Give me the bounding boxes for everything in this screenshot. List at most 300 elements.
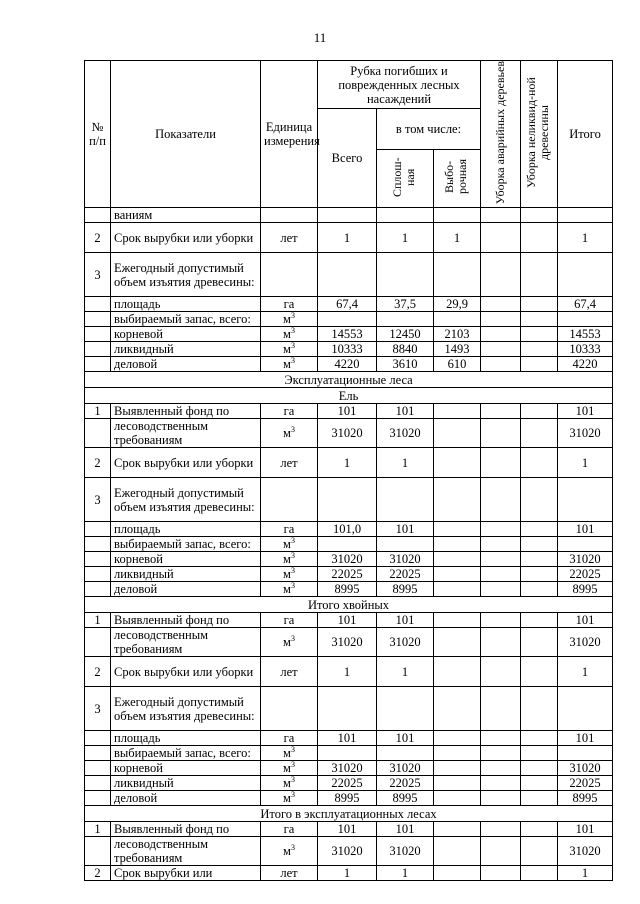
- row-value: [481, 404, 521, 419]
- table-row: [85, 357, 613, 372]
- row-label: Срок вырубки или уборки: [111, 448, 261, 478]
- row-value: [377, 253, 434, 297]
- row-label: деловой: [111, 582, 261, 597]
- row-value: 31020: [318, 837, 377, 866]
- row-value: 31020: [558, 837, 613, 866]
- row-value: 22025: [377, 567, 434, 582]
- row-num: 2: [85, 223, 111, 253]
- table-body: [85, 208, 613, 881]
- row-value: 1: [318, 223, 377, 253]
- row-value: 22025: [558, 567, 613, 582]
- row-num: [85, 746, 111, 761]
- row-value: [481, 776, 521, 791]
- table-row: [85, 746, 613, 761]
- row-value: [434, 567, 481, 582]
- row-value: [481, 628, 521, 657]
- table-row: [85, 761, 613, 776]
- row-value: 31020: [377, 552, 434, 567]
- row-label: Ежегодный допустимый объем изъятия древесины:: [111, 253, 261, 297]
- row-label: площадь: [111, 297, 261, 312]
- row-unit: га: [261, 613, 318, 628]
- row-num: [85, 312, 111, 327]
- row-label: ликвидный: [111, 567, 261, 582]
- row-value: [434, 478, 481, 522]
- row-unit: $м^3$: [261, 567, 318, 582]
- row-label: Ежегодный допустимый объем изъятия древесины:: [111, 687, 261, 731]
- table-row: [85, 448, 613, 478]
- row-value: [434, 208, 481, 223]
- section-title-row: [85, 372, 613, 388]
- row-value: [521, 731, 558, 746]
- row-value: 12450: [377, 327, 434, 342]
- header-indicators: Показатели: [111, 61, 261, 208]
- row-value: [521, 552, 558, 567]
- row-value: [434, 628, 481, 657]
- row-value: [481, 567, 521, 582]
- row-label: Выявленный фонд по: [111, 404, 261, 419]
- table-row: [85, 657, 613, 687]
- row-label: Выявленный фонд по: [111, 613, 261, 628]
- row-unit: [261, 478, 318, 522]
- row-value: [521, 404, 558, 419]
- row-value: [434, 687, 481, 731]
- row-value: [521, 253, 558, 297]
- table-row: [85, 208, 613, 223]
- row-value: 31020: [377, 761, 434, 776]
- logging-table: [84, 60, 613, 881]
- row-value: [434, 448, 481, 478]
- row-value: [434, 822, 481, 837]
- row-value: [521, 687, 558, 731]
- header-total-cut: Всего: [318, 109, 377, 208]
- row-value: 1: [377, 223, 434, 253]
- row-value: [481, 822, 521, 837]
- row-value: 1: [318, 866, 377, 881]
- row-value: 10333: [558, 342, 613, 357]
- row-num: [85, 297, 111, 312]
- row-unit: $м^3$: [261, 761, 318, 776]
- row-value: [521, 791, 558, 806]
- row-label: ликвидный: [111, 776, 261, 791]
- row-value: [377, 312, 434, 327]
- row-label: Срок вырубки или уборки: [111, 657, 261, 687]
- row-unit: лет: [261, 448, 318, 478]
- table-row: [85, 327, 613, 342]
- row-value: [558, 687, 613, 731]
- row-value: 101: [318, 731, 377, 746]
- row-unit: $м^3$: [261, 776, 318, 791]
- row-value: 101: [558, 613, 613, 628]
- row-value: [377, 537, 434, 552]
- row-value: 101: [318, 822, 377, 837]
- row-value: [434, 537, 481, 552]
- row-value: [481, 522, 521, 537]
- row-value: 1: [318, 657, 377, 687]
- row-label: лесоводственным требованиям: [111, 628, 261, 657]
- table-row: [85, 837, 613, 866]
- row-value: 22025: [318, 567, 377, 582]
- row-label: площадь: [111, 731, 261, 746]
- row-value: [521, 208, 558, 223]
- row-value: 610: [434, 357, 481, 372]
- row-value: 31020: [558, 628, 613, 657]
- row-value: 101: [318, 404, 377, 419]
- row-num: 1: [85, 822, 111, 837]
- row-value: [521, 822, 558, 837]
- row-value: 31020: [558, 761, 613, 776]
- row-value: [318, 687, 377, 731]
- row-value: [434, 582, 481, 597]
- row-unit: $м^3$: [261, 791, 318, 806]
- row-value: [318, 253, 377, 297]
- row-value: [521, 837, 558, 866]
- row-num: [85, 327, 111, 342]
- row-value: [481, 537, 521, 552]
- row-value: [481, 746, 521, 761]
- row-value: [434, 552, 481, 567]
- row-value: [521, 657, 558, 687]
- row-num: [85, 552, 111, 567]
- row-value: 14553: [318, 327, 377, 342]
- table-row: [85, 822, 613, 837]
- row-value: [558, 537, 613, 552]
- row-value: [434, 761, 481, 776]
- row-value: [558, 746, 613, 761]
- section-subtitle: Итого хвойных: [85, 597, 613, 613]
- row-num: [85, 761, 111, 776]
- row-value: [558, 208, 613, 223]
- row-label: ваниям: [111, 208, 261, 223]
- row-value: [481, 582, 521, 597]
- row-value: 8840: [377, 342, 434, 357]
- table-row: [85, 582, 613, 597]
- row-unit: га: [261, 822, 318, 837]
- row-value: [481, 448, 521, 478]
- table-row: [85, 404, 613, 419]
- row-label: деловой: [111, 791, 261, 806]
- row-value: 1: [558, 866, 613, 881]
- row-label: Ежегодный допустимый объем изъятия древесины:: [111, 478, 261, 522]
- row-value: [481, 687, 521, 731]
- row-value: [521, 342, 558, 357]
- row-value: [521, 613, 558, 628]
- row-value: [377, 208, 434, 223]
- row-value: [481, 253, 521, 297]
- row-value: [558, 253, 613, 297]
- section-subtitle-row: [85, 597, 613, 613]
- row-value: [434, 731, 481, 746]
- header-total: Итого: [558, 61, 613, 208]
- row-value: [434, 404, 481, 419]
- row-value: [521, 327, 558, 342]
- row-num: [85, 537, 111, 552]
- row-value: [521, 357, 558, 372]
- row-value: 31020: [318, 419, 377, 448]
- row-value: 2103: [434, 327, 481, 342]
- row-value: [521, 746, 558, 761]
- row-label: корневой: [111, 761, 261, 776]
- header-clear: Сплош-ная: [377, 150, 434, 208]
- row-value: 1: [558, 657, 613, 687]
- row-label: корневой: [111, 327, 261, 342]
- row-value: [521, 448, 558, 478]
- row-unit: $м^3$: [261, 419, 318, 448]
- row-value: 3610: [377, 357, 434, 372]
- row-num: [85, 582, 111, 597]
- table-row: [85, 628, 613, 657]
- header-num: № п/п: [85, 61, 111, 208]
- row-value: 8995: [558, 582, 613, 597]
- row-value: 1: [434, 223, 481, 253]
- row-value: [481, 223, 521, 253]
- row-unit: $м^3$: [261, 746, 318, 761]
- row-unit: $м^3$: [261, 342, 318, 357]
- row-label: Выявленный фонд по: [111, 822, 261, 837]
- row-value: [558, 478, 613, 522]
- table-row: [85, 731, 613, 746]
- row-num: 2: [85, 866, 111, 881]
- row-value: 4220: [558, 357, 613, 372]
- table-row: [85, 791, 613, 806]
- row-num: [85, 342, 111, 357]
- row-value: 101: [377, 731, 434, 746]
- row-value: 8995: [377, 791, 434, 806]
- row-value: [521, 522, 558, 537]
- row-value: [521, 312, 558, 327]
- row-value: [481, 342, 521, 357]
- row-value: [318, 478, 377, 522]
- row-num: [85, 731, 111, 746]
- row-unit: $м^3$: [261, 628, 318, 657]
- row-value: 31020: [318, 761, 377, 776]
- row-value: [318, 746, 377, 761]
- row-value: 101,0: [318, 522, 377, 537]
- row-num: [85, 419, 111, 448]
- row-unit: га: [261, 522, 318, 537]
- row-unit: [261, 687, 318, 731]
- row-num: 3: [85, 478, 111, 522]
- row-value: 67,4: [558, 297, 613, 312]
- row-unit: $м^3$: [261, 582, 318, 597]
- header-unit: Единица измерения: [261, 61, 318, 208]
- row-value: [377, 746, 434, 761]
- row-value: 101: [558, 731, 613, 746]
- table-row: [85, 253, 613, 297]
- row-value: 31020: [558, 552, 613, 567]
- row-num: 2: [85, 657, 111, 687]
- table-row: [85, 687, 613, 731]
- row-value: 1: [558, 223, 613, 253]
- row-value: 101: [558, 822, 613, 837]
- row-label: деловой: [111, 357, 261, 372]
- row-value: [481, 419, 521, 448]
- row-unit: га: [261, 404, 318, 419]
- row-num: 1: [85, 404, 111, 419]
- header-selective: Выбо-рочная: [434, 150, 481, 208]
- table-row: [85, 312, 613, 327]
- row-value: 67,4: [318, 297, 377, 312]
- row-value: 101: [377, 404, 434, 419]
- row-value: [434, 613, 481, 628]
- section-title: Эксплуатационные леса: [85, 372, 613, 388]
- row-value: [521, 478, 558, 522]
- row-value: [481, 552, 521, 567]
- row-value: [481, 791, 521, 806]
- row-value: 31020: [377, 837, 434, 866]
- row-value: 101: [558, 404, 613, 419]
- table-row: [85, 522, 613, 537]
- row-value: 101: [377, 822, 434, 837]
- row-num: [85, 628, 111, 657]
- row-label: выбираемый запас, всего:: [111, 537, 261, 552]
- row-unit: га: [261, 731, 318, 746]
- row-num: [85, 357, 111, 372]
- row-label: лесоводственным требованиям: [111, 837, 261, 866]
- row-value: 1: [377, 448, 434, 478]
- row-unit: лет: [261, 223, 318, 253]
- section-title-row: [85, 806, 613, 822]
- row-label: Срок вырубки или уборки: [111, 223, 261, 253]
- row-value: [434, 419, 481, 448]
- row-value: [521, 297, 558, 312]
- row-unit: $м^3$: [261, 312, 318, 327]
- row-value: [318, 312, 377, 327]
- row-value: [481, 866, 521, 881]
- table-row: [85, 776, 613, 791]
- row-unit: $м^3$: [261, 537, 318, 552]
- table-row: [85, 613, 613, 628]
- row-value: [434, 866, 481, 881]
- row-value: [481, 357, 521, 372]
- row-value: [481, 297, 521, 312]
- row-num: 2: [85, 448, 111, 478]
- row-unit: га: [261, 297, 318, 312]
- row-num: [85, 567, 111, 582]
- row-value: [434, 312, 481, 327]
- row-label: ликвидный: [111, 342, 261, 357]
- row-value: [481, 657, 521, 687]
- row-value: [481, 312, 521, 327]
- row-value: [521, 582, 558, 597]
- row-value: [481, 613, 521, 628]
- row-value: [521, 567, 558, 582]
- row-value: [434, 522, 481, 537]
- row-value: [318, 537, 377, 552]
- row-unit: $м^3$: [261, 552, 318, 567]
- header-incl: в том числе:: [377, 109, 481, 150]
- row-unit: $м^3$: [261, 357, 318, 372]
- row-value: 31020: [318, 552, 377, 567]
- row-value: [481, 208, 521, 223]
- table-row: [85, 537, 613, 552]
- row-value: 8995: [318, 582, 377, 597]
- row-num: 3: [85, 253, 111, 297]
- row-unit: $м^3$: [261, 837, 318, 866]
- row-value: 31020: [377, 419, 434, 448]
- row-value: [434, 837, 481, 866]
- row-value: 37,5: [377, 297, 434, 312]
- row-value: [377, 478, 434, 522]
- table-row: [85, 567, 613, 582]
- row-value: 22025: [558, 776, 613, 791]
- row-value: 31020: [558, 419, 613, 448]
- row-value: [521, 419, 558, 448]
- header-group: Рубка погибших и поврежденных лесных насаждений: [318, 61, 481, 109]
- row-value: 1493: [434, 342, 481, 357]
- row-value: [481, 837, 521, 866]
- row-label: корневой: [111, 552, 261, 567]
- row-value: 101: [377, 613, 434, 628]
- row-unit: [261, 208, 318, 223]
- row-unit: $м^3$: [261, 327, 318, 342]
- row-value: 22025: [377, 776, 434, 791]
- row-value: [434, 657, 481, 687]
- row-label: площадь: [111, 522, 261, 537]
- row-num: 1: [85, 613, 111, 628]
- row-value: 101: [377, 522, 434, 537]
- header-illiquid: Уборка неликвид-ной древесины: [521, 61, 558, 208]
- row-label: выбираемый запас, всего:: [111, 746, 261, 761]
- row-value: [318, 208, 377, 223]
- table-row: [85, 866, 613, 881]
- row-value: [481, 327, 521, 342]
- section-subtitle: Ель: [85, 388, 613, 404]
- row-value: [558, 312, 613, 327]
- row-num: [85, 791, 111, 806]
- row-value: [481, 478, 521, 522]
- row-value: [434, 746, 481, 761]
- table-row: [85, 419, 613, 448]
- row-value: [521, 776, 558, 791]
- row-value: 4220: [318, 357, 377, 372]
- row-value: [521, 866, 558, 881]
- row-value: 101: [318, 613, 377, 628]
- row-value: [521, 628, 558, 657]
- row-value: 22025: [318, 776, 377, 791]
- row-value: [521, 761, 558, 776]
- row-value: [521, 537, 558, 552]
- row-value: 8995: [318, 791, 377, 806]
- row-num: [85, 776, 111, 791]
- row-value: 10333: [318, 342, 377, 357]
- row-value: [377, 687, 434, 731]
- row-value: [434, 776, 481, 791]
- row-value: 1: [318, 448, 377, 478]
- row-num: [85, 522, 111, 537]
- table-row: [85, 552, 613, 567]
- table-row: [85, 342, 613, 357]
- row-label: лесоводственным требованиям: [111, 419, 261, 448]
- row-unit: [261, 253, 318, 297]
- row-value: 1: [558, 448, 613, 478]
- row-value: 29,9: [434, 297, 481, 312]
- row-value: 8995: [558, 791, 613, 806]
- row-num: [85, 837, 111, 866]
- row-value: 14553: [558, 327, 613, 342]
- page-number: 11: [313, 30, 327, 45]
- row-label: Срок вырубки или: [111, 866, 261, 881]
- row-value: 31020: [377, 628, 434, 657]
- section-subtitle-row: [85, 388, 613, 404]
- row-num: 3: [85, 687, 111, 731]
- row-value: 31020: [318, 628, 377, 657]
- section-title: Итого в эксплуатационных лесах: [85, 806, 613, 822]
- table-row: [85, 478, 613, 522]
- row-value: 1: [377, 866, 434, 881]
- row-value: [434, 791, 481, 806]
- row-value: 1: [377, 657, 434, 687]
- row-unit: лет: [261, 866, 318, 881]
